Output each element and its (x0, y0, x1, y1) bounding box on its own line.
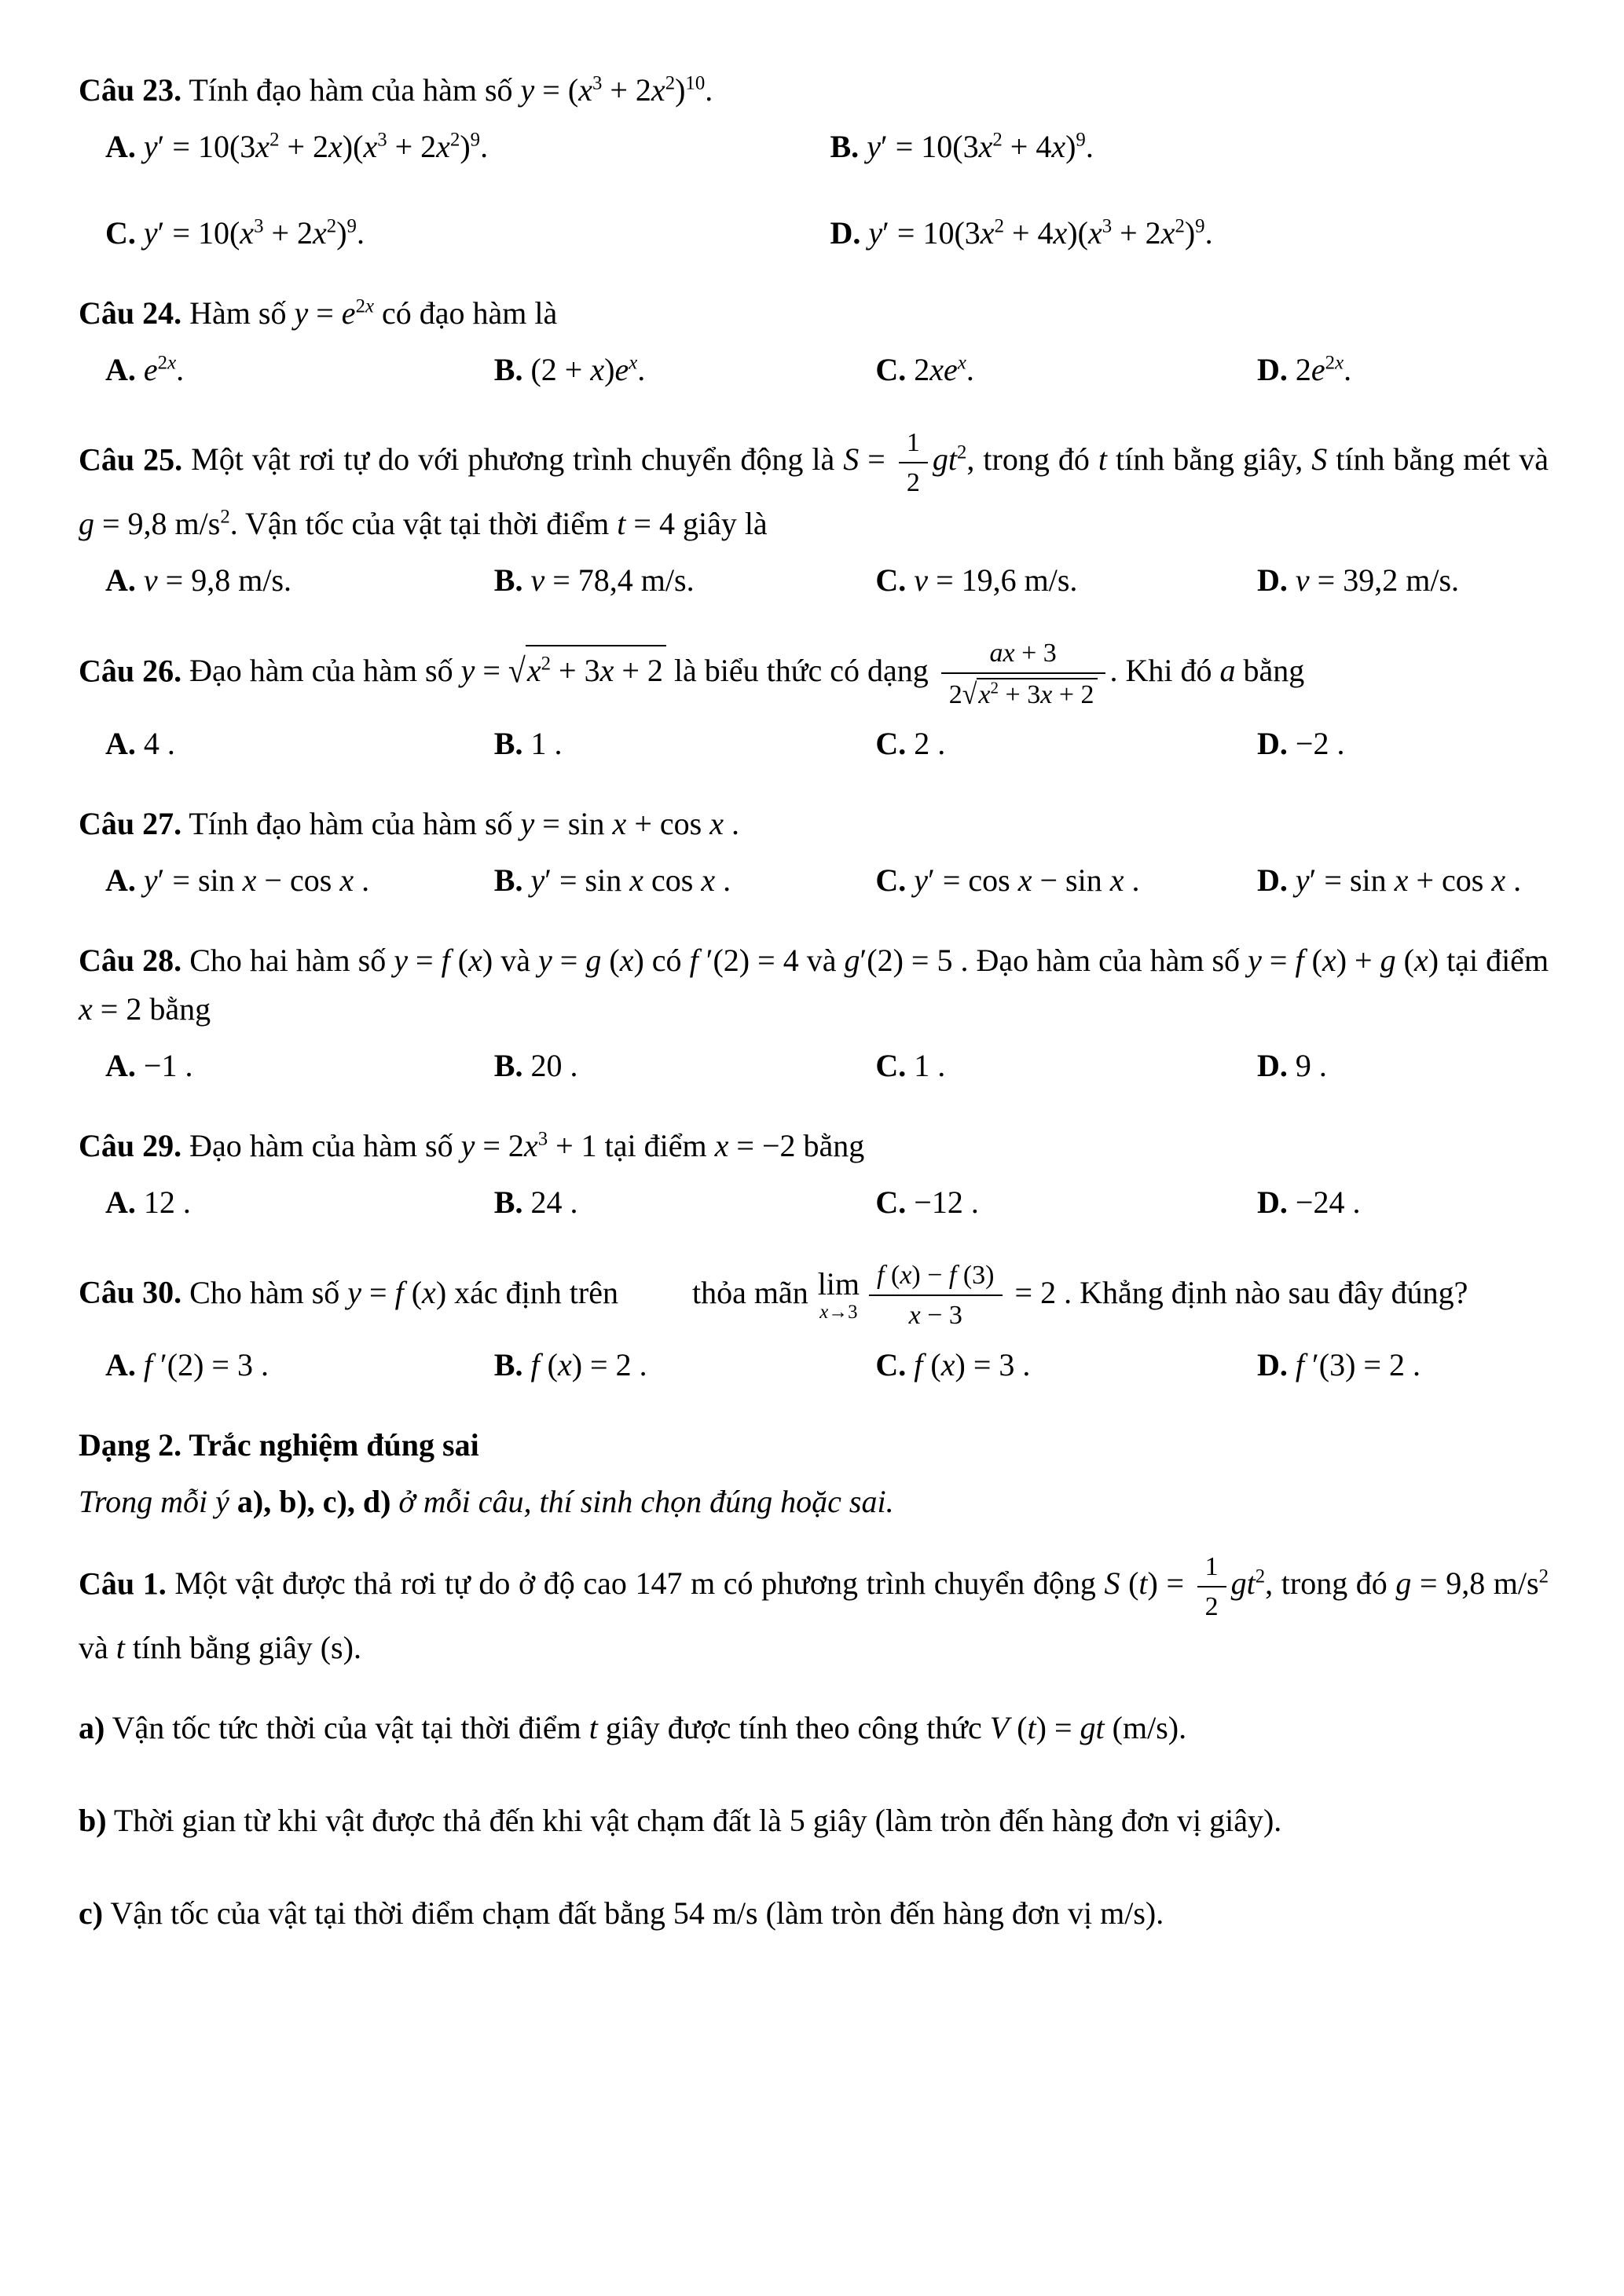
option-body: v = 19,6 m/s. (914, 562, 1078, 599)
option-body: $y' = 10(3x^2 + 4x)^9$. (867, 129, 1094, 164)
options-row (79, 1178, 1549, 1227)
option-label: A. (105, 1048, 136, 1084)
option-label: C. (875, 1048, 907, 1084)
statement-row (79, 1889, 1549, 1938)
question-label: Câu 28. (79, 943, 182, 979)
question-block (79, 1122, 1549, 1227)
answer-option (105, 1178, 488, 1227)
option-body: −12 . (906, 1185, 979, 1221)
option-body: $y' = 10(3x^2 + 4x)(x^3 + 2x^2)^9$. (868, 215, 1213, 251)
statement-row (79, 1704, 1549, 1752)
answer-option (494, 346, 870, 394)
option-label: A. (105, 129, 136, 164)
question-block (79, 636, 1549, 768)
option-label: C. (875, 862, 907, 899)
question-body: Đạo hàm của hàm số $y = 2x^3 + 1$ tại điểm x = −2 bằng (189, 1128, 865, 1164)
options-row (79, 1341, 1549, 1390)
answer-option (875, 1042, 1251, 1090)
option-label: C. (875, 1185, 907, 1221)
question-head (79, 636, 1549, 712)
option-body: 1 . (522, 726, 563, 762)
option-label: D. (1257, 1346, 1288, 1382)
option-body: 1 . (906, 1048, 946, 1084)
option-label: D. (1257, 562, 1288, 599)
option-body: $2e^{2x}$. (1287, 352, 1352, 387)
options-row (79, 856, 1549, 905)
option-body: v = 39,2 m/s. (1295, 562, 1460, 599)
option-body: y′ = cos x − sin x . (914, 862, 1140, 899)
option-body: f ′(3) = 2 . (1295, 1346, 1421, 1382)
option-body: v = 78,4 m/s. (530, 562, 695, 599)
option-body: 12 . (135, 1185, 191, 1221)
options-row (79, 556, 1549, 605)
answer-option (494, 856, 870, 905)
question-block (79, 936, 1549, 1090)
option-label: D. (830, 215, 861, 251)
option-body: f ′(2) = 3 . (143, 1346, 269, 1382)
option-label: B. (493, 1185, 523, 1221)
question-label: Câu 29. (79, 1128, 182, 1164)
answer-option (105, 346, 488, 394)
options-row (79, 1042, 1549, 1090)
option-body: $2xe^x$. (906, 352, 974, 387)
question-block (79, 1550, 1549, 1672)
option-label: B. (493, 562, 523, 599)
option-label: D. (1257, 1185, 1288, 1221)
answer-option (494, 1341, 870, 1390)
options-row (79, 346, 1549, 394)
question-body: Tính đạo hàm của hàm số $y = (x^3 + 2x^2)^{10}$. (189, 72, 713, 108)
answer-option (494, 1178, 870, 1227)
option-label: B. (493, 1346, 523, 1382)
option-body: −1 . (135, 1048, 193, 1084)
answer-option (1257, 1042, 1567, 1090)
question-block (79, 1258, 1549, 1389)
statement-row (79, 1796, 1549, 1845)
option-label: A. (105, 562, 136, 599)
question-label: Câu 30. (79, 1274, 182, 1310)
option-label: A. (105, 1346, 136, 1382)
question-body: Hàm số $y = e^{2x}$ có đạo hàm là (189, 295, 558, 331)
question-head (79, 289, 1549, 338)
option-label: C. (875, 352, 907, 387)
question-body: Cho hàm số y = f (x) xác định trên thỏa mãn lim x→3 $\frac{f (x) - f (3)}{x - 3}$ = 2 . Khẳng định nào sau đây đúng? (189, 1275, 1468, 1310)
option-label: C. (875, 726, 907, 762)
question-head (79, 66, 1549, 115)
answer-option (105, 1042, 488, 1090)
answer-option (875, 1178, 1251, 1227)
option-body: −24 . (1287, 1185, 1361, 1221)
option-body: y′ = sin x cos x . (530, 862, 731, 899)
answer-option (494, 720, 870, 768)
question-head (79, 800, 1549, 848)
option-body: y′ = sin x − cos x . (143, 862, 370, 899)
answer-option (830, 209, 1549, 258)
answer-option (105, 856, 488, 905)
answer-option (1257, 1341, 1567, 1390)
question-body: Tính đạo hàm của hàm số y = sin x + cos x . (189, 806, 739, 842)
question-label: Câu 27. (79, 806, 182, 842)
statement-label: c) (79, 1895, 104, 1931)
section-instruction: Trong mỗi ý a), b), c), d) ở mỗi câu, thí sinh chọn đúng hoặc sai. (79, 1483, 894, 1519)
option-body: $(2 + x)e^x$. (522, 352, 646, 387)
statement-body: Vận tốc của vật tại thời điểm chạm đất bằng 54 m/s (làm tròn đến hàng đơn vị m/s). (103, 1895, 1164, 1931)
answer-option (875, 856, 1251, 905)
answer-option (494, 556, 870, 605)
option-label: A. (105, 726, 136, 762)
option-label: D. (1257, 1048, 1288, 1084)
statement-body: Thời gian từ khi vật được thả đến khi vật chạm đất là 5 giây (làm tròn đến hàng đơn vị giây). (106, 1802, 1282, 1838)
answer-option (875, 720, 1251, 768)
question-block (79, 426, 1549, 605)
answer-option (875, 1341, 1251, 1390)
option-body: y′ = sin x + cos x . (1295, 862, 1522, 899)
option-body: $y' = 10(3x^2 + 2x)(x^3 + 2x^2)^9$. (143, 129, 489, 164)
answer-option (105, 720, 488, 768)
question-block (79, 66, 1549, 258)
question-body: Một vật được thả rơi tự do ở độ cao 147 m có phương trình chuyển động S (t) = $\frac{1}{2}$ $gt^2$, trong đó g = 9,8 $m/s^2$ và t tính bằng giây (s). (79, 1565, 1549, 1665)
option-body: −2 . (1287, 726, 1345, 762)
question-body: Cho hai hàm số y = f (x) và y = g (x) có f ′(2) = 4 và g′(2) = 5 . Đạo hàm của hàm số y = f (x) + g (x) tại điểm x = 2 bằng (79, 943, 1549, 1027)
answer-option (1257, 1178, 1567, 1227)
answer-option (105, 556, 488, 605)
question-label: Câu 25. (79, 441, 183, 478)
option-body: v = 9,8 m/s. (143, 562, 292, 599)
answer-option (875, 346, 1251, 394)
question-label: Câu 26. (79, 653, 182, 689)
truefalse-question-list (79, 1550, 1549, 1938)
question-label: Câu 1. (79, 1565, 167, 1601)
answer-option (494, 1042, 870, 1090)
answer-option (105, 209, 824, 258)
statement-body: Vận tốc tức thời của vật tại thời điểm t giây được tính theo công thức V (t) = gt (m/s). (104, 1709, 1187, 1745)
question-head (79, 1122, 1549, 1170)
option-body: 4 . (135, 726, 175, 762)
option-body: f (x) = 3 . (914, 1346, 1031, 1382)
options-row (79, 123, 1549, 258)
option-label: A. (105, 1185, 136, 1221)
option-label: B. (830, 129, 860, 164)
option-label: A. (105, 862, 136, 899)
answer-option (1257, 346, 1567, 394)
option-label: D. (1257, 352, 1288, 387)
question-head (79, 1550, 1549, 1672)
option-body: 24 . (522, 1185, 578, 1221)
answer-option (105, 123, 824, 171)
question-head (79, 1258, 1549, 1332)
option-label: A. (105, 352, 136, 387)
option-label: B. (493, 1048, 523, 1084)
answer-option (105, 1341, 488, 1390)
question-block (79, 289, 1549, 394)
option-body: $y' = 10(x^3 + 2x^2)^9$. (143, 215, 365, 251)
option-label: B. (493, 352, 523, 387)
answer-option (1257, 856, 1567, 905)
answer-option (1257, 720, 1567, 768)
option-body: 9 . (1287, 1048, 1327, 1084)
answer-option (1257, 556, 1567, 605)
question-head (79, 936, 1549, 1034)
question-label: Câu 24. (79, 295, 182, 331)
question-head (79, 426, 1549, 548)
option-label: C. (875, 562, 907, 599)
statement-label: a) (79, 1709, 105, 1745)
section-heading: Dạng 2. Trắc nghiệm đúng sai (79, 1426, 479, 1463)
option-body: $e^{2x}$. (143, 352, 185, 387)
option-label: B. (493, 726, 523, 762)
options-row (79, 720, 1549, 768)
answer-option (830, 123, 1549, 171)
question-body: Đạo hàm của hàm số $y = √x^2 + 3x + 2$ là biểu thức có dạng $\frac{ax + 3}{2√x^2 + 3x + 2}$ . Khi đó a bằng (189, 653, 1304, 688)
option-body: 20 . (522, 1048, 578, 1084)
option-label: B. (493, 862, 523, 899)
option-body: 2 . (906, 726, 946, 762)
option-body: f (x) = 2 . (530, 1346, 647, 1382)
question-list (79, 66, 1549, 1390)
answer-option (875, 556, 1251, 605)
option-label: C. (875, 1346, 907, 1382)
question-block (79, 800, 1549, 905)
option-label: C. (105, 215, 136, 251)
statement-label: b) (79, 1802, 107, 1838)
option-label: D. (1257, 726, 1288, 762)
option-label: D. (1257, 862, 1288, 899)
question-body: Một vật rơi tự do với phương trình chuyển động là S = $\frac{1}{2}$ $gt^2$, trong đó t tính bằng giây, S tính bằng mét và g = 9,8 $m/s^2$. Vận tốc của vật tại thời điểm t = 4 giây là (79, 441, 1549, 541)
question-label: Câu 23. (79, 72, 182, 108)
